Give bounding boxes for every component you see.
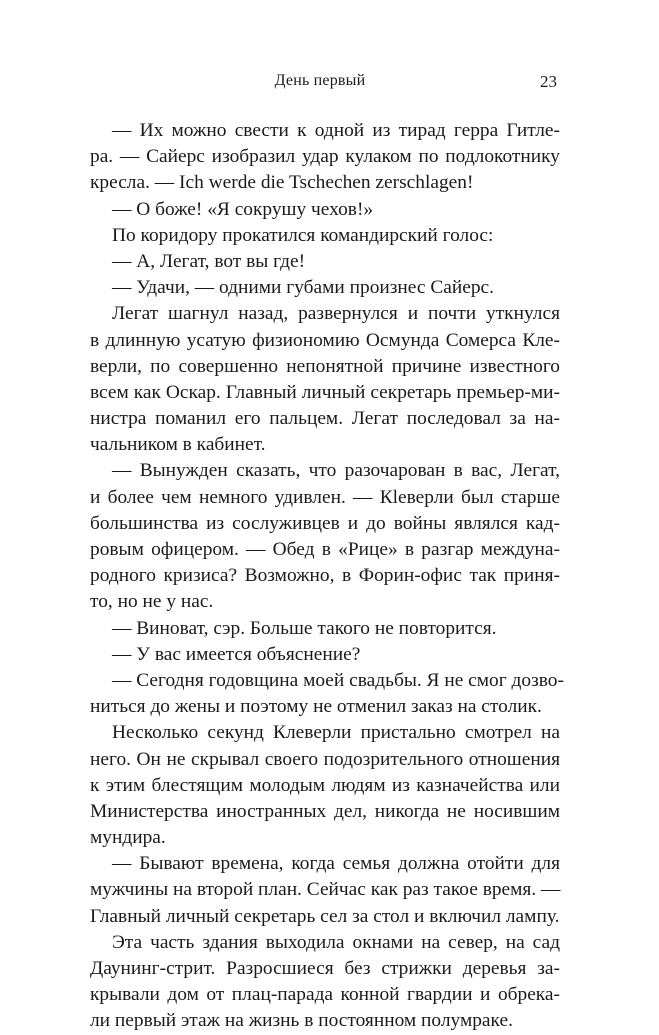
text-line: чальником в кабинет. (90, 434, 266, 456)
text-line: ровым офицером. — Обед в «Рице» в разгар междуна- (90, 539, 560, 560)
text-line: крывали дом от плац-парада конной гвардии и обрека- (90, 984, 560, 1006)
page-header (90, 72, 557, 96)
text-line: Эта часть здания выходила окнами на север, на сад (112, 931, 560, 953)
text-line: и более чем немного удивлен. — Кleверли был старше (90, 486, 560, 508)
text-line: кресла. — Ich werde die Tschechen zerschlagen! (90, 172, 474, 194)
text-line: родного кризиса? Возможно, в Форин-офис так приня- (90, 565, 560, 587)
text-line: Даунинг-стрит. Разросшиеся без стрижки деревья за- (90, 958, 560, 979)
text-line: ниться до жены и поэтому не отменил заказ на столик. (90, 696, 542, 718)
body-text (90, 118, 564, 1035)
text-line: — О боже! «Я сокрушу чехов!» (112, 198, 374, 220)
text-line: — Бывают времена, когда семья должна отойти для (112, 853, 560, 875)
text-line: к этим блестящим молодым людям из казначейства или (90, 774, 560, 796)
text-line: мужчины на второй план. Сейчас как раз такое время. — (90, 879, 561, 901)
text-line: — А, Легат, вот вы где! (112, 250, 306, 272)
text-line: мундира. (90, 827, 166, 849)
text-line: ли первый этаж на жизнь в постоянном полумраке. (90, 1010, 513, 1032)
text-line: большинства из сослуживцев и до войны являлся кад- (90, 512, 560, 534)
text-line: — Удачи, — одними губами произнес Сайерс. (112, 277, 495, 299)
text-line: Министерства иностранных дел, никогда не носившим (90, 800, 560, 822)
text-line: — Их можно свести к одной из тирад герра Гитле- (112, 120, 560, 141)
page-number: 23 (540, 72, 557, 91)
text-line: По коридору прокатился командирский голос: (112, 224, 494, 246)
text-line: него. Он не скрывал своего подозрительного отношения (90, 748, 560, 770)
text-line: верли, по совершенно непонятной причине известного (90, 355, 560, 377)
text-line: Несколько секунд Клеверли пристально смотрел на (112, 722, 560, 744)
text-line: в длинную усатую физиономию Осмунда Сомерса Кле- (90, 329, 560, 351)
text-line: нистра поманил его пальцем. Легат последовал за на- (90, 408, 560, 430)
text-line: — Вынужден сказать, что разочарован в вас, Легат, (112, 460, 560, 482)
text-line: Главный личный секретарь сел за стол и включил лампу. (90, 905, 560, 927)
text-line: — Сегодня годовщина моей свадьбы. Я не смог дозво- (112, 669, 564, 691)
text-line: — Виноват, сэр. Больше такого не повторится. (112, 617, 497, 639)
running-title: День первый (274, 72, 366, 89)
text-line: всем как Оскар. Главный личный секретарь премьер-ми- (90, 381, 560, 403)
text-line: Легат шагнул назад, развернулся и почти уткнулся (112, 303, 560, 325)
text-line: — У вас имеется объяснение? (112, 643, 361, 665)
text-line: то, но не у нас. (90, 591, 214, 613)
text-line: ра. — Сайерс изобразил удар кулаком по подлокотнику (90, 146, 560, 168)
